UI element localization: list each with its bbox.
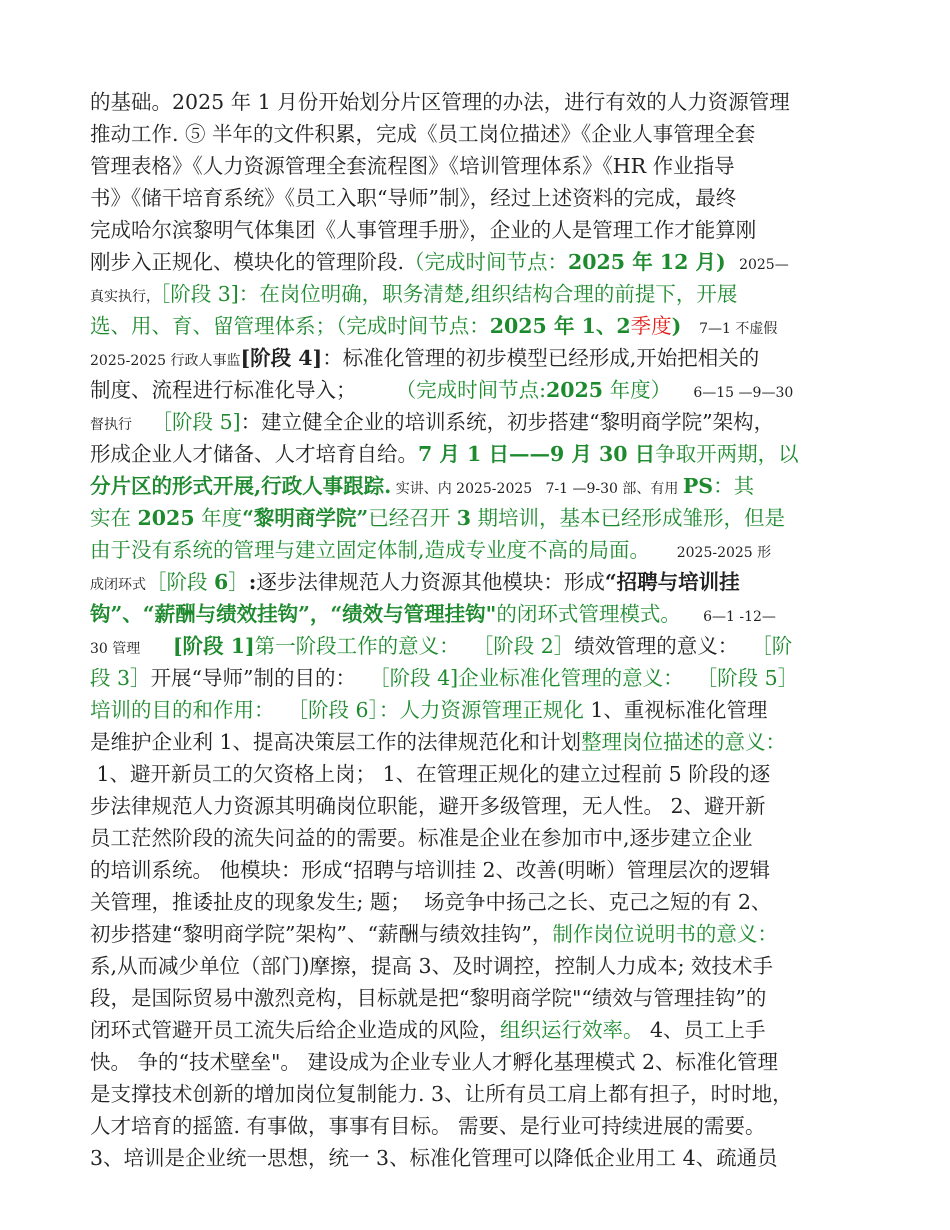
text-segment: 推动工作. ⑤ 半年的文件积累，完成《员工岗位描述》《企业人事管理全套 [90, 122, 756, 146]
text-segment: 逐步法律规范人力资源其他模块：形成 [256, 570, 605, 594]
text-segment: ［阶段 4] [356, 666, 459, 690]
text-segment: 人才培育的摇篮. 有事做，事事有目标。 需要、是行业可持续进展的需要。 [90, 1114, 766, 1138]
text-line [90, 278, 860, 310]
text-segment: 制度、流程进行标准化导入； [90, 378, 357, 402]
text-segment: 闭环式管避开员工流失后给企业造成的风险， [90, 1018, 500, 1042]
text-segment: 2025 [546, 378, 604, 402]
text-line [90, 470, 860, 502]
text-line [90, 374, 860, 406]
text-line [90, 790, 860, 822]
text-line [90, 1142, 860, 1174]
text-line [90, 598, 860, 630]
text-segment: 员工茫然阶段的流失问益的的需要。标准是企业在参加市中,逐步建立企业 [90, 826, 753, 850]
text-line [90, 182, 860, 214]
text-segment: ］ [228, 570, 249, 594]
text-segment: 实讲、内 2025-2025 7-1 —9-30 部、有用 [391, 481, 683, 497]
text-segment: 绩效管理的意义： [574, 634, 739, 658]
text-segment: : [248, 570, 257, 594]
text-segment: 组织运行效率。 [500, 1018, 644, 1042]
text-segment: 成闭环式 [90, 577, 146, 593]
text-segment: 2025 年 1、2 [489, 314, 631, 338]
text-segment: 的基础。2025 年 1 月份开始划分片区管理的办法，进行有效的人力资源管理 [90, 90, 790, 114]
text-segment: 督执行 [90, 417, 132, 433]
text-segment: 争取开两期，以 [655, 442, 799, 466]
text-line [90, 86, 860, 118]
text-segment: 第一阶段工作的意义： [254, 634, 460, 658]
text-line [90, 438, 860, 470]
text-segment: 选、用、育、留管理体系；（完成时间节点： [90, 314, 490, 338]
text-segment: 6—1 -12— [680, 609, 776, 625]
text-line [90, 630, 860, 662]
text-segment: ：其 [713, 474, 755, 498]
text-line [90, 1110, 860, 1142]
text-segment: 刚步入正规化、模块化的管理阶段. [90, 250, 405, 274]
text-line [90, 918, 860, 950]
text-segment: 季度 [630, 314, 672, 338]
text-segment: “黎明商学院” [242, 506, 369, 530]
text-segment: 年度） [603, 378, 672, 402]
text-line [90, 982, 860, 1014]
text-line [90, 726, 860, 758]
text-segment: 1、避开新员工的欠资格上岗； 1、在管理正规化的建立过程前 5 阶段的逐 [90, 762, 771, 786]
text-line [90, 854, 860, 886]
text-segment: 7 月 1 日——9 月 30 日 [418, 442, 656, 466]
text-segment: 2025— [725, 257, 789, 273]
text-segment: [阶段 1] [172, 634, 255, 658]
text-line [90, 246, 860, 278]
text-line [90, 694, 860, 726]
text-line [90, 662, 860, 694]
text-segment: 4、员工上手 [643, 1018, 766, 1042]
text-line [90, 758, 860, 790]
text-segment: 6 [214, 570, 229, 594]
text-segment: ：标准化管理的初步模型已经形成,开始把相关的 [322, 346, 760, 370]
text-segment: （完成时间节点： [404, 250, 569, 274]
text-segment: [阶段 4] [240, 346, 323, 370]
text-segment: ［阶段 5] [132, 410, 241, 434]
text-segment: 年度 [194, 506, 243, 530]
text-segment: 形成企业人才储备、人才培育自给。 [90, 442, 418, 466]
text-segment: 1、重视标准化管理 [583, 698, 768, 722]
text-line [90, 534, 860, 566]
text-segment: 6—15 —9—30 [671, 385, 794, 401]
text-segment: （完成时间节点: [356, 378, 547, 402]
text-segment: 段，是国际贸易中激烈竞构，目标就是把“黎明商学院"“绩效与管理挂钩”的 [90, 986, 767, 1010]
text-segment: ［阶段 3]：在岗位明确，职务清楚,组织结构合理的前提下，开展 [160, 282, 738, 306]
text-segment: 是支撑技术创新的增加岗位复制能力. 3、让所有员工肩上都有担子，时时地， [90, 1082, 793, 1106]
text-segment: 2025-2025 形 [650, 545, 772, 561]
text-segment: 3、培训是企业统一思想，统一 3、标准化管理可以降低企业用工 4、疏通员 [90, 1146, 778, 1170]
text-segment: 2025 年 12 月) [568, 250, 726, 274]
text-segment: 培训的目的和作用： [90, 698, 275, 722]
text-segment: ：建立健全企业的培训系统，初步搭建“黎明商学院”架构， [240, 410, 775, 434]
text-segment: ［阶段 6］：人力资源管理正规化 [274, 698, 584, 722]
text-segment: 整理岗位描述的意义： [581, 730, 787, 754]
text-segment: PS [682, 474, 714, 498]
text-line [90, 1046, 860, 1078]
text-segment: “招聘与培训挂 [604, 570, 740, 594]
text-line [90, 1078, 860, 1110]
text-segment: 30 管理 [90, 641, 141, 657]
text-segment: 快。 争的“技术壁垒"。 建设成为企业专业人才孵化基理模式 2、标准化管理 [90, 1050, 778, 1074]
text-line [90, 150, 860, 182]
text-segment: 已经召开 [368, 506, 457, 530]
text-segment: ［阶 [738, 634, 793, 658]
text-line [90, 1014, 860, 1046]
text-segment: 的闭环式管理模式。 [496, 602, 681, 626]
text-segment: 2025-2025 行政人事监 [90, 353, 241, 369]
text-segment [140, 634, 173, 658]
text-segment: ［阶段 2］ [459, 634, 575, 658]
text-line [90, 950, 860, 982]
text-segment: 企业标准化管理的意义： [458, 666, 684, 690]
text-segment: ［阶段 [146, 570, 215, 594]
text-line [90, 214, 860, 246]
text-segment: 实在 [90, 506, 138, 530]
text-segment: 3 [456, 506, 472, 530]
text-segment: 初步搭建“黎明商学院”架构”、“薪酬与绩效挂钩”， [90, 922, 553, 946]
text-line [90, 502, 860, 534]
text-segment: 分片区的形式开展,行政人事跟踪. [90, 474, 392, 498]
text-line [90, 566, 860, 598]
text-segment: 期培训，基本已经形成雏形，但是 [471, 506, 786, 530]
text-segment: 系,从而减少单位（部门)摩擦，提高 3、及时调控，控制人力成本; 效技术手 [90, 954, 773, 978]
text-segment: 2025 [137, 506, 195, 530]
text-segment: 的培训系统。 他模块：形成“招聘与培训挂 2、改善(明晰）管理层次的逻辑 [90, 858, 771, 882]
text-segment: 钩”、“薪酬与绩效挂钩”，“绩效与管理挂钩" [90, 602, 497, 626]
text-segment: 制作岗位说明书的意义： [552, 922, 778, 946]
text-line [90, 342, 860, 374]
text-segment: 真实执行， [90, 289, 160, 305]
text-segment: 7—1 不虚假 [681, 321, 778, 337]
text-segment: ) [671, 314, 682, 338]
text-segment: 段 3］ [90, 666, 151, 690]
text-line [90, 406, 860, 438]
text-line [90, 886, 860, 918]
text-line [90, 118, 860, 150]
document-body [90, 86, 860, 1174]
text-line [90, 822, 860, 854]
text-segment: 书》《储干培育系统》《员工入职“导师”制》，经过上述资料的完成，最终 [90, 186, 737, 210]
text-segment: 关管理，推诿扯皮的现象发生; 题； 场竞争中扬己之长、克己之短的有 2、 [90, 890, 772, 914]
text-segment: ［阶段 5］ [683, 666, 799, 690]
text-segment: 开展“导师”制的目的： [150, 666, 357, 690]
text-segment: 是维护企业利 1、提高决策层工作的法律规范化和计划 [90, 730, 582, 754]
text-segment: 步法律规范人力资源其明确岗位职能，避开多级管理，无人性。 2、避开新 [90, 794, 766, 818]
text-segment: 管理表格》《人力资源管理全套流程图》《培训管理体系》《HR 作业指导 [90, 154, 735, 178]
text-line [90, 310, 860, 342]
text-segment: 完成哈尔滨黎明气体集团《人事管理手册》，企业的人是管理工作才能算刚 [90, 218, 757, 242]
text-segment: 由于没有系统的管理与建立固定体制,造成专业度不高的局面。 [90, 538, 651, 562]
